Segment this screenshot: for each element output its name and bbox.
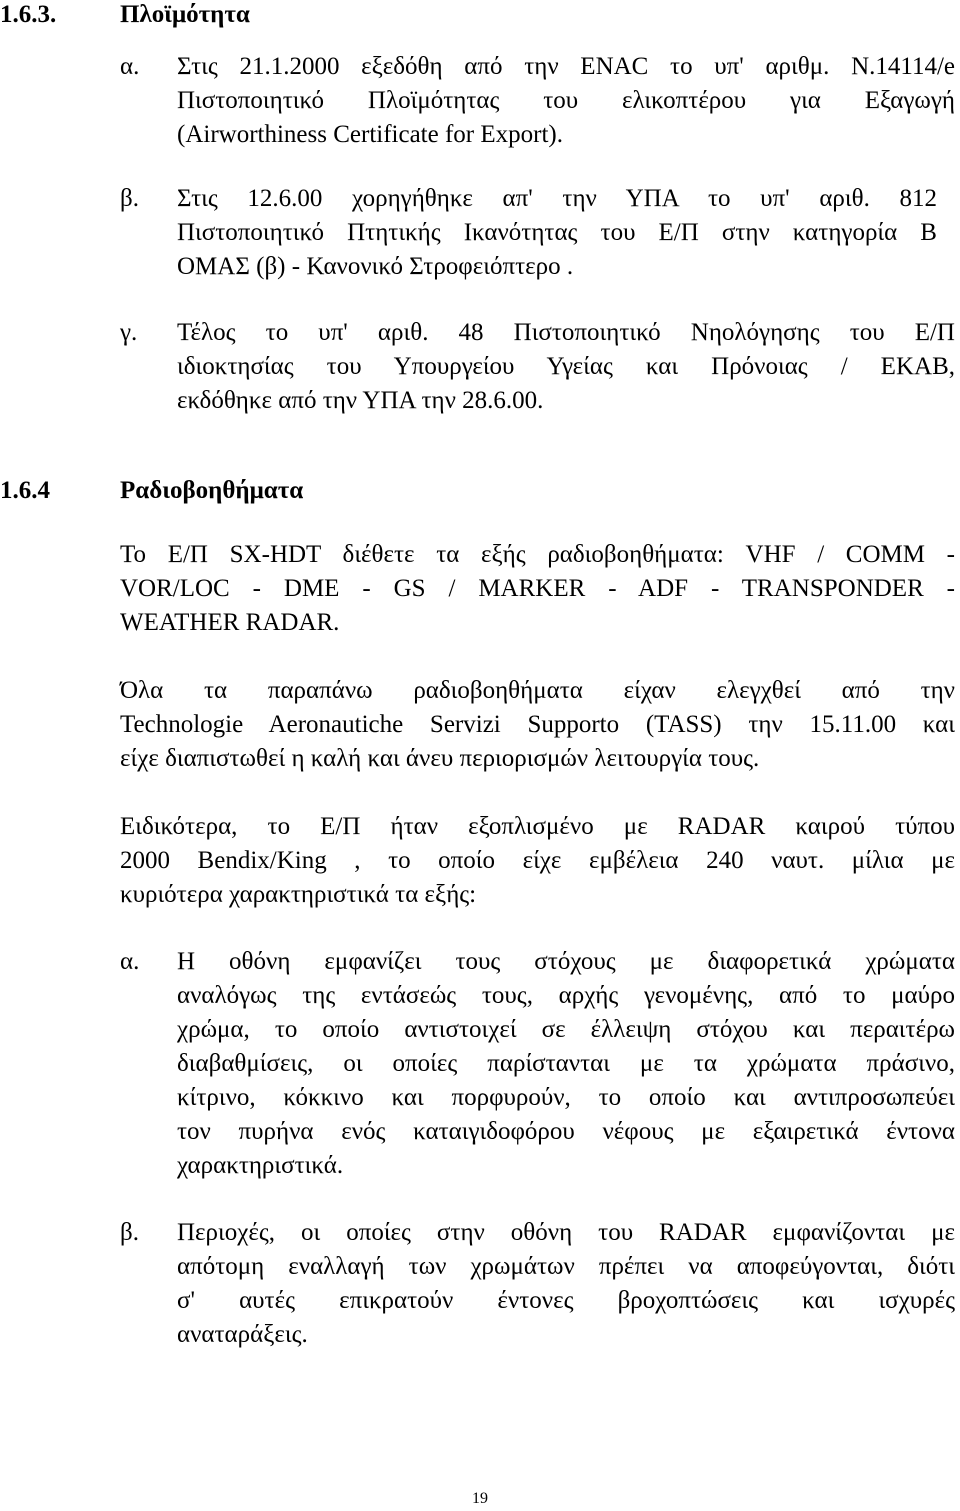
item-marker: α. [120,53,140,80]
item-marker: β. [120,1219,139,1246]
text-line: Στις 21.1.2000 εξεδόθη από την ENAC το υπ' αριθμ. Ν.14114/e [177,53,955,80]
text-line: αναταράξεις. [177,1321,308,1348]
text-line: αναλόγως της εντάσεώς τους, αρχής γενομένης, από το μαύρο [177,982,955,1009]
text-line: Όλα τα παραπάνω ραδιοβοηθήματα είχαν ελεγχθεί από την [120,677,955,704]
text-line: Πιστοποιητικό Πλοϊμότητας του ελικοπτέρου για Εξαγωγή [177,87,955,114]
list-item [177,1216,955,1352]
text-line: Ειδικότερα, το Ε/Π ήταν εξοπλισμένο με RADAR καιρού τύπου [120,813,955,840]
text-line: Στις 12.6.00 χορηγήθηκε απ' την ΥΠΑ το υπ' αριθ. 812 [177,185,937,212]
text-line: WEATHER RADAR. [120,609,340,636]
list-item [177,316,955,418]
text-line: 2000 Bendix/King , το οποίο είχε εμβέλεια 240 ναυτ. μίλια με [120,847,955,874]
text-line: κίτρινο, κόκκινο και πορφυρούν, το οποίο και αντιπροσωπεύει [177,1084,955,1111]
text-line: ιδιοκτησίας του Υπουργείου Υγείας και Πρόνοιας / ΕΚΑΒ, [177,353,955,380]
text-line: Technologie Aeronautiche Servizi Supporto (TASS) την 15.11.00 και [120,711,955,738]
section-number: 1.6.4 [0,477,50,504]
text-line: Το Ε/Π SX-HDT διέθετε τα εξής ραδιοβοηθήματα: VHF / COMM - [120,541,955,568]
list-item [177,50,955,152]
text-line: εκδόθηκε από την ΥΠΑ την 28.6.00. [177,387,544,414]
section-title: Πλοϊμότητα [120,1,250,28]
text-line: διαβαθμίσεις, οι οποίες παρίστανται με τα χρώματα πράσινο, [177,1050,955,1077]
text-line: κυριότερα χαρακτηριστικά τα εξής: [120,881,477,908]
paragraph [120,810,955,912]
paragraph [120,538,955,640]
item-marker: β. [120,185,139,212]
list-item [177,182,937,284]
text-line: Η οθόνη εμφανίζει τους στόχους με διαφορετικά χρώματα [177,948,955,975]
text-line: απότομη εναλλαγή των χρωμάτων πρέπει να αποφεύγονται, διότι [177,1253,955,1280]
list-item [177,945,955,1183]
section-heading-1-6-3 [0,0,250,32]
text-line: Περιοχές, οι οποίες στην οθόνη του RADAR εμφανίζονται με [177,1219,955,1246]
item-marker: α. [120,948,140,975]
page-number: 19 [472,1490,488,1507]
paragraph [120,674,955,776]
text-line: είχε διαπιστωθεί η καλή και άνευ περιορισμών λειτουργία τους. [120,745,760,772]
text-line: σ' αυτές επικρατούν έντονες βροχοπτώσεις και ισχυρές [177,1287,955,1314]
text-line: Πιστοποιητικό Πτητικής Ικανότητας του Ε/Π στην κατηγορία Β [177,219,937,246]
item-marker: γ. [120,319,138,346]
text-line: Τέλος το υπ' αριθ. 48 Πιστοποιητικό Νηολόγησης του Ε/Π [177,319,955,346]
text-line: χαρακτηριστικά. [177,1152,344,1179]
text-line: (Airworthiness Certificate for Export). [177,121,563,148]
text-line: ΟΜΑΣ (β) - Κανονικό Στροφειόπτερο . [177,253,574,280]
section-heading-1-6-4 [0,474,303,508]
section-title: Ραδιοβοηθήματα [120,477,304,504]
text-line: τον πυρήνα ενός καταιγιδοφόρου νέφους με εξαιρετικά έντονα [177,1118,955,1145]
text-line: χρώμα, το οποίο αντιστοιχεί σε έλλειψη στόχου και περαιτέρω [177,1016,955,1043]
text-line: VOR/LOC - DME - GS / MARKER - ADF - TRANSPONDER - [120,575,955,602]
section-number: 1.6.3. [0,1,57,28]
